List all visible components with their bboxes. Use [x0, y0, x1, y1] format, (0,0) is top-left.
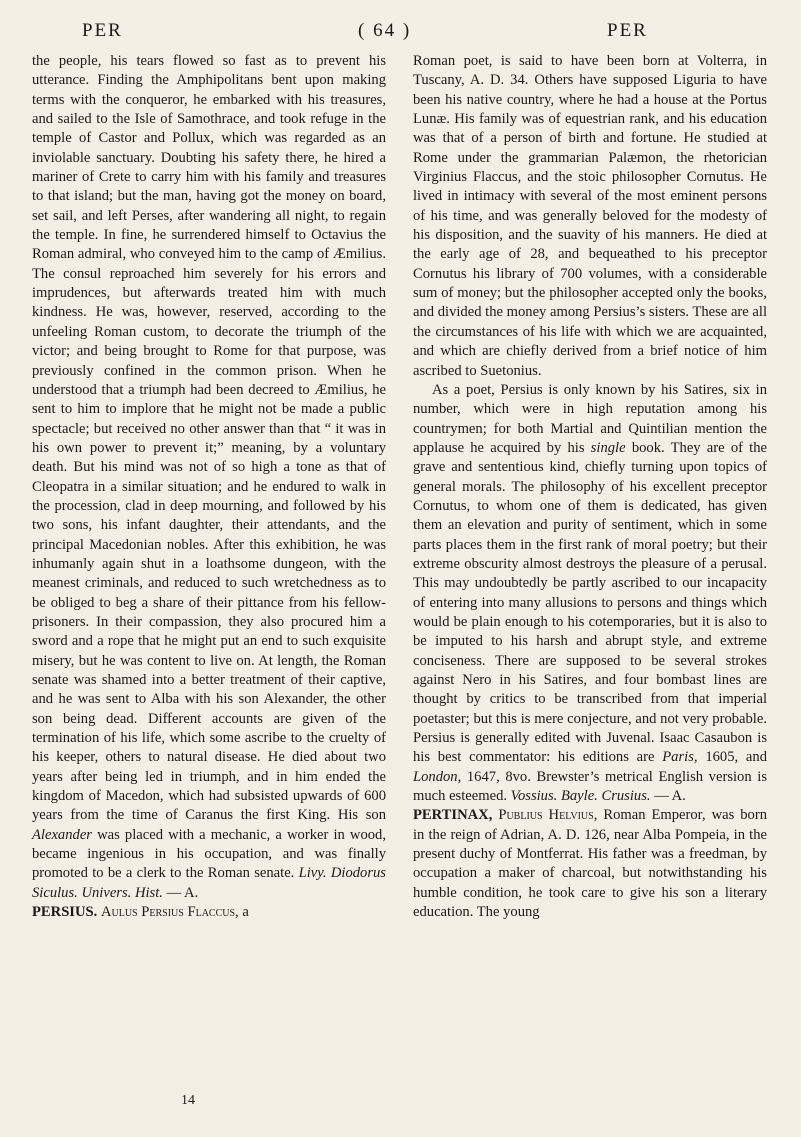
persius-continue: a [242, 904, 249, 921]
pertinax-text: Roman Emperor, was born in the reign of Adrian, A. D. 126, near Alba Pompeia, in the present duchy of Montferrat. His father was a freedman, by occupation a maker of charcoal, but notwithstanding his humble condition, he took care to give his son a literary education. The young [413, 807, 768, 921]
perses-citation: Livy. Diodorus Siculus. Univers. Hist. [32, 865, 386, 901]
pertinax-headword: PERTINAX, [413, 807, 493, 824]
left-column [32, 52, 386, 922]
persius-entry-start [32, 903, 386, 922]
perses-signature: — A. [166, 884, 199, 901]
persius-p2-text-b: book. They are of the grave and sententious kind, chiefly turning upon topics of general morals. The philosophy of his excellent preceptor Cornutus, to whom one of them is dedicated, has given them an elevation and purity of sentiment, which in some parts places them in the first rank of moral poetry; but their extreme obscurity almost destroys the pleasure of a perusal. This may undoubtedly be partly ascribed to our incapacity of entering into many allusions to persons and things which would be plain enough to his cotemporaries, but it is also to be imputed to his harsh and abrupt style, and extreme conciseness. There are supposed to be several strokes against Nero in his Satires, and four bombast lines are thought by critics to be transcribed from that imperial poetaster; but this is mere conjecture, and not very probable. Persius is generally edited with Juvenal. Isaac Casaubon is his best commentator: his editions are [413, 439, 768, 766]
signature-mark: 14 [181, 1093, 195, 1108]
perses-text-end: was placed with a mechanic, a worker in wood, became ingenious in his occupation, and was finally promoted to be a clerk to the Roman senate. [32, 826, 386, 882]
persius-headword: PERSIUS. [32, 904, 98, 921]
page-number: ( 64 ) [358, 20, 412, 41]
london-edition: London, [413, 768, 462, 785]
persius-p2-text-c: 1605, and [705, 749, 768, 766]
persius-fullname: Aulus Persius Flaccus, [100, 904, 239, 921]
persius-signature: — A. [654, 788, 686, 805]
persius-p2-text: As a poet, Persius is only known by his Satires, six in number, which were in high reputation among his countrymen; for both Martial and Quintilian mention the applause he acquired by his [413, 381, 767, 456]
pertinax-entry [413, 806, 767, 922]
header-left: PER [82, 20, 123, 41]
right-column [413, 52, 767, 922]
paris-edition: Paris, [662, 749, 698, 766]
single-word: single [590, 439, 626, 456]
header-right: PER [607, 20, 648, 41]
running-header [32, 20, 770, 46]
perses-paragraph [32, 52, 386, 903]
perses-text: the people, his tears flowed so fast as to prevent his utterance. Finding the Amphipolitans bent upon making terms with the conqueror, he embarked with his treasures, and sailed to the Isle of Samothrace, and took refuge in the temple of Castor and Pollux, which was regarded as an inviolable sanctuary. Doubting his safety there, he hired a mariner of Crete to carry him with his family and treasures to that island; but the man, having got the money on board, set sail, and left Perses, after wandering all night, to regain the temple. In fine, he surrendered himself to Octavius the Roman admiral, who conveyed him to the camp of Æmilius. The consul reproached him severely for his errors and imprudences, but afterwards treated him with much kindness. He was, however, reserved, according to the unfeeling Roman custom, to decorate the triumph of the victor; and being brought to Rome for that purpose, was previously confined in the common prison. When he understood that a triumph had been decreed to Æmilius, he sent to him to implore that he might not be made a public spectacle; but received no other answer than that “ it was in his own power to prevent it;” meaning, by a voluntary death. But his mind was not of so high a tone as that of Cleopatra in a similar situation; and he endured to walk in the procession, clad in deep mourning, and followed by his two sons, his infant daughter, their attendants, and the principal Macedonian nobles. After this exhibition, he was inhumanly again shut in a loathsome dungeon, with the meanest criminals, and reduced to such wretchedness as to be obliged to beg a share of their pittance from his fellow-prisoners. In their compassion, they also procured him a sword and a rope that he might put an end to such exquisite misery, but he was content to live on. At length, the Roman senate was shamed into a better treatment of their captive, and he was sent to Alba with his son Alexander, the other son being dead. Different accounts are given of the termination of his life, which some ascribe to the cruelty of his keeper, others to natural disease. He died about two years after being led in triumph, and in him ended the kingdom of Macedon, which had subsisted upwards of 600 years from the time of Caranus the first King. His son [32, 53, 386, 824]
alexander-name: Alexander [32, 826, 92, 843]
persius-paragraph-1: Roman poet, is said to have been born at Volterra, in Tuscany, A. D. 34. Others have supposed Liguria to have been his native country, where he had a house at the Portus Lunæ. His family was of equestrian rank, and his education was that of a person of birth and fortune. He studied at Rome under the grammarian Palæmon, the rhetorician Virginius Flaccus, and the stoic philosopher Cornutus. He lived in intimacy with several of the most eminent persons of his time, and was generally beloved for the modesty of his disposition, and the suavity of his manners. He died at the early age of 28, and bequeathed to his preceptor Cornutus his library of 700 volumes, with a considerable sum of money; but the philosopher accepted only the books, and divided the money among Persius’s sisters. These are all the circumstances of his life with which we are acquainted, and which are chiefly derived from a brief notice of him ascribed to Suetonius. [413, 53, 767, 379]
persius-paragraph-2 [413, 381, 767, 807]
persius-p2-text-d: 1647, 8vo. Brewster’s metrical English version is much esteemed. [413, 768, 767, 805]
persius-citation: Vossius. Bayle. Crusius. [510, 788, 651, 805]
pertinax-fullname: Publius Helvius, [498, 807, 598, 824]
